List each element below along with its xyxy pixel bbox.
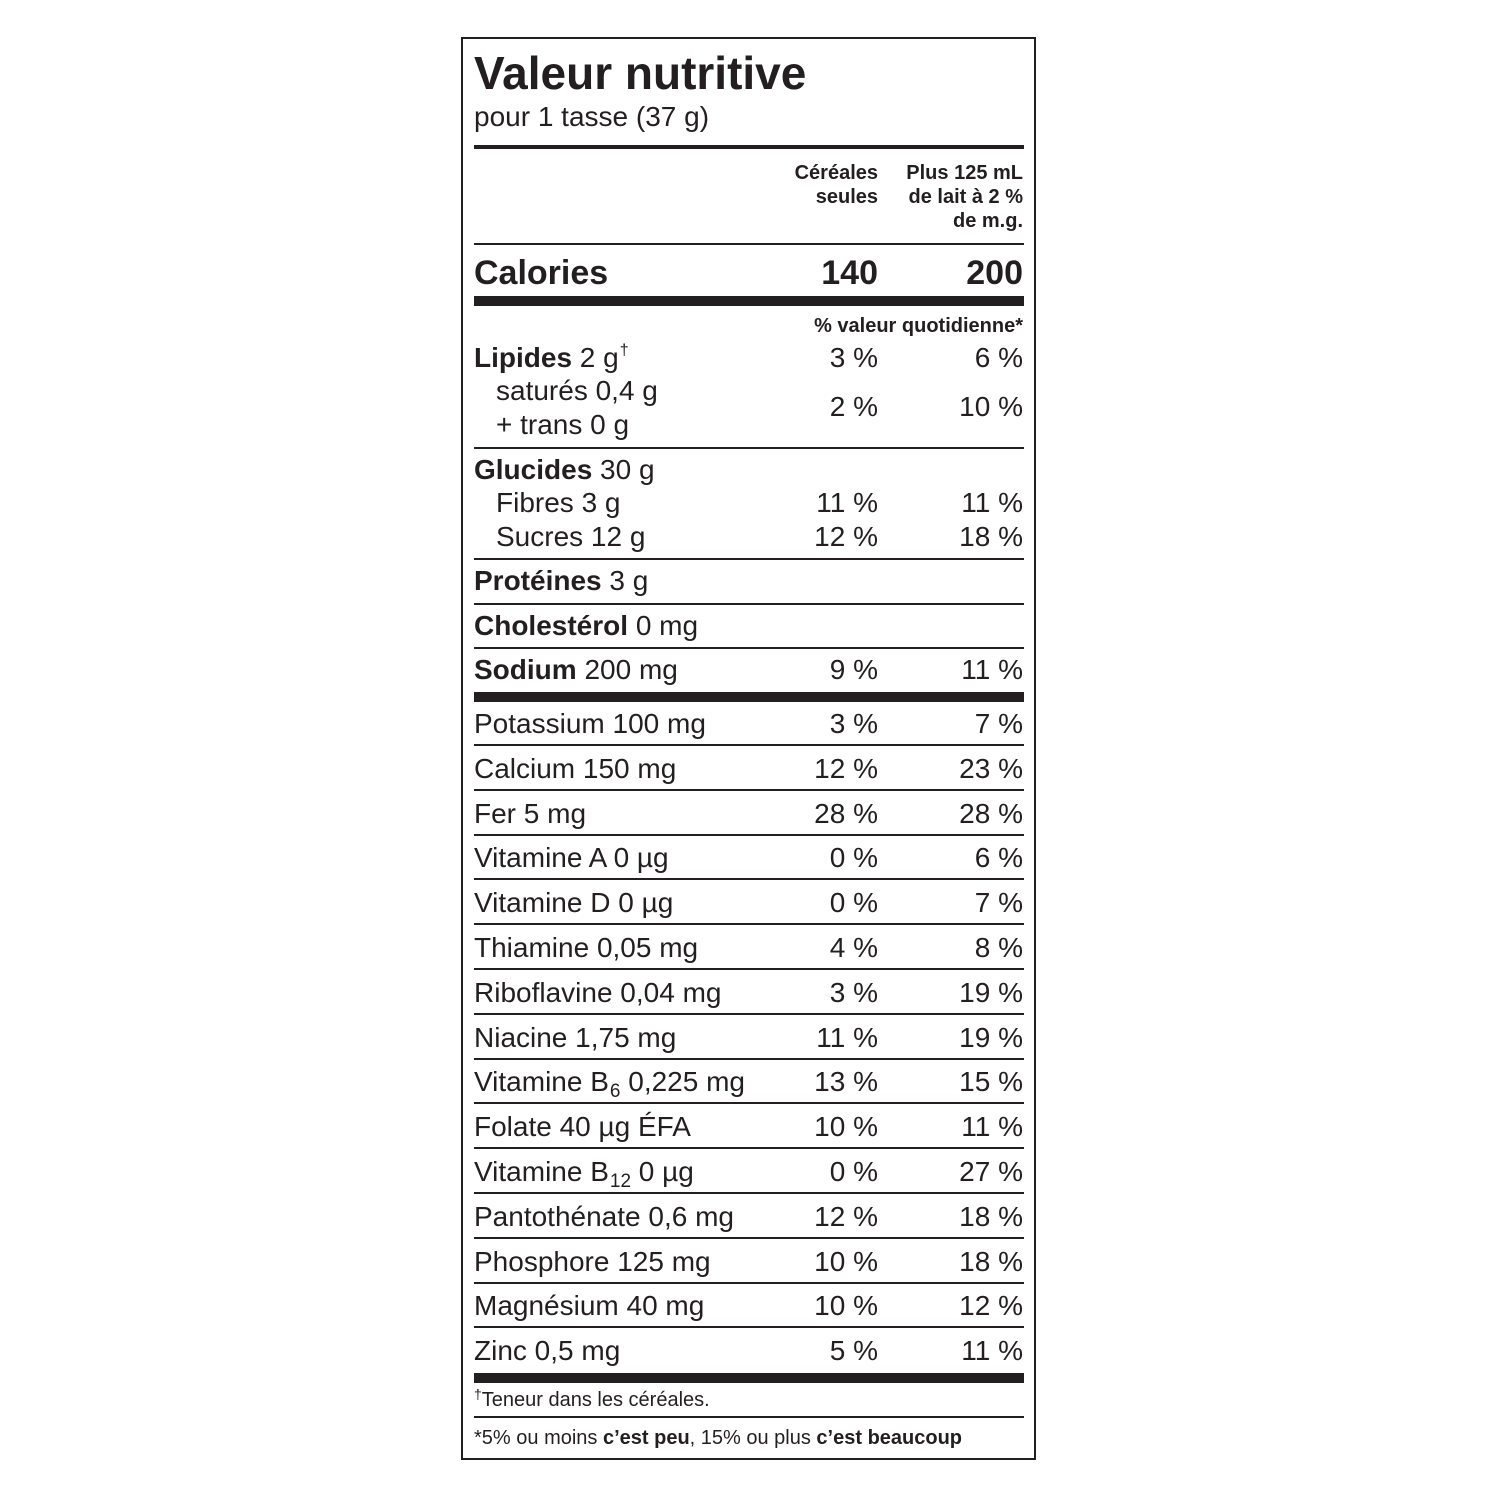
- nutrient-sugars-dv-milk: 18 %: [959, 521, 1023, 552]
- nutrient-fat: [474, 344, 629, 372]
- nutrient-cholesterol-name: Cholestérol: [474, 610, 629, 641]
- micronutrient-name: Riboflavine 0,04 mg: [474, 976, 722, 1008]
- row-divider: [474, 1102, 1024, 1104]
- nutrient-fibre: Fibres 3 g: [496, 487, 621, 518]
- micronutrient-label: [474, 1245, 711, 1277]
- micronutrient-label: [474, 1156, 694, 1192]
- footnote-dagger-mark: †: [474, 1386, 482, 1402]
- micronutrient-dv-cereal: 10 %: [814, 1290, 878, 1322]
- micronutrient-dv-cereal: 0 %: [829, 842, 878, 874]
- footnote-dagger-text: Teneur dans les céréales.: [481, 1389, 710, 1411]
- row-divider: [474, 1058, 1024, 1060]
- micronutrient-label: [474, 844, 669, 872]
- micronutrient-dv-cereal: 3 %: [829, 976, 878, 1008]
- nutrient-cholesterol-amount: 0 mg: [635, 610, 699, 641]
- nutrient-trans-fat: + trans 0 g: [496, 409, 630, 440]
- footnote-text-b: c’est peu: [602, 1427, 690, 1449]
- micronutrient-label: [474, 752, 677, 784]
- micronutrient-dv-milk: 18 %: [959, 1245, 1023, 1277]
- micronutrient-name: Vitamine B: [474, 1066, 609, 1098]
- nutrient-sodium-dv-cereal: 9 %: [829, 654, 878, 685]
- micronutrient-label: [474, 1200, 734, 1232]
- micronutrient-dv-milk: 23 %: [959, 752, 1023, 784]
- nutrient-fat-amount: 2 g: [579, 342, 619, 373]
- micronutrient-dv-cereal: 13 %: [814, 1066, 878, 1098]
- rule-sodium: [474, 692, 1024, 702]
- micronutrient-amount: 0 µg: [631, 1156, 694, 1187]
- micronutrient-name: Potassium 100 mg: [474, 708, 706, 739]
- micronutrient-name: Magnésium 40 mg: [474, 1290, 705, 1322]
- micronutrient-dv-cereal: 4 %: [829, 932, 878, 963]
- row-divider: [474, 1147, 1024, 1149]
- rule-fat: [474, 447, 1024, 449]
- nutrient-fat-dv-milk: 6 %: [974, 342, 1023, 373]
- row-divider: [474, 923, 1024, 925]
- nutrient-protein: [474, 567, 648, 595]
- micronutrient-dv-milk: 18 %: [959, 1200, 1023, 1232]
- nutrient-sugars: Sucres 12 g: [496, 521, 646, 552]
- column-header-cereal-line2: seules: [815, 186, 878, 208]
- micronutrient-name: Calcium 150 mg: [474, 752, 677, 784]
- serving-size: pour 1 tasse (37 g): [474, 101, 710, 132]
- micronutrient-name: Vitamine A 0 µg: [474, 842, 669, 874]
- micronutrient-name: Thiamine 0,05 mg: [474, 932, 699, 963]
- calories-value-cereal: 140: [821, 254, 878, 292]
- rule-footnote: [474, 1416, 1024, 1418]
- micronutrient-label: [474, 1292, 704, 1320]
- micronutrient-dv-cereal: 28 %: [814, 797, 878, 829]
- row-divider: [474, 1326, 1024, 1328]
- nutrient-carbohydrate: [474, 456, 655, 484]
- micronutrient-subscript: 6: [609, 1081, 621, 1103]
- rule-micros-end: [474, 1373, 1024, 1383]
- column-header-milk-line1: Plus 125 mL: [906, 162, 1023, 184]
- micronutrient-dv-milk: 12 %: [959, 1290, 1023, 1322]
- footnote-dagger: [474, 1386, 710, 1411]
- row-divider: [474, 744, 1024, 746]
- micronutrient-name: Fer 5 mg: [474, 797, 587, 829]
- micronutrient-dv-cereal: 10 %: [814, 1245, 878, 1277]
- micronutrient-dv-cereal: 12 %: [814, 1200, 878, 1232]
- daily-value-header: % valeur quotidienne*: [814, 315, 1023, 337]
- row-divider: [474, 1013, 1024, 1015]
- nutrient-fat-dv-cereal: 3 %: [829, 342, 878, 373]
- rule-protein: [474, 603, 1024, 605]
- column-header-milk-line3: de m.g.: [952, 210, 1023, 232]
- micronutrient-name: Phosphore 125 mg: [474, 1245, 711, 1277]
- micronutrient-dv-milk: 6 %: [974, 842, 1023, 874]
- row-divider: [474, 968, 1024, 970]
- column-header-milk: [906, 161, 1023, 233]
- rule-carbohydrate: [474, 558, 1024, 560]
- micronutrient-dv-milk: 7 %: [974, 887, 1023, 919]
- nutrient-sodium: [474, 656, 678, 684]
- nutrient-carbohydrate-amount: 30 g: [600, 454, 655, 485]
- micronutrient-dv-milk: 11 %: [961, 1111, 1023, 1143]
- nutrient-sugars-dv-cereal: 12 %: [814, 521, 878, 552]
- nutrient-sodium-dv-milk: 11 %: [961, 654, 1023, 685]
- nutrient-cholesterol: [474, 612, 698, 640]
- column-header-cereal: [795, 161, 878, 209]
- rule-header: [474, 243, 1024, 245]
- micronutrient-dv-cereal: 0 %: [829, 887, 878, 919]
- micronutrient-dv-cereal: 3 %: [829, 708, 878, 739]
- micronutrient-name: Pantothénate 0,6 mg: [474, 1200, 734, 1232]
- micronutrient-label: [474, 889, 673, 917]
- calories-value-milk: 200: [966, 254, 1023, 292]
- micronutrient-dv-milk: 8 %: [974, 932, 1023, 963]
- micronutrient-label: [474, 710, 706, 738]
- nutrient-carbohydrate-name: Glucides: [474, 454, 593, 485]
- micronutrient-name: Zinc 0,5 mg: [474, 1335, 621, 1367]
- micronutrient-dv-milk: 11 %: [961, 1335, 1023, 1367]
- micronutrient-dv-milk: 19 %: [959, 976, 1023, 1008]
- row-divider: [474, 834, 1024, 836]
- nutrient-fibre-dv-cereal: 11 %: [816, 487, 878, 518]
- nutrient-sodium-name: Sodium: [474, 654, 577, 685]
- footnote-text-c: , 15% ou plus: [689, 1427, 817, 1449]
- micronutrient-dv-milk: 27 %: [959, 1156, 1023, 1187]
- micronutrient-label: [474, 797, 587, 829]
- nutrient-fibre-dv-milk: 11 %: [961, 487, 1023, 518]
- rule-cholesterol: [474, 647, 1024, 649]
- row-divider: [474, 878, 1024, 880]
- table-title: Valeur nutritive: [474, 47, 807, 99]
- nutrient-saturated-dv-cereal: 2 %: [829, 391, 878, 422]
- micronutrient-dv-milk: 19 %: [959, 1021, 1023, 1053]
- nutrient-protein-name: Protéines: [474, 565, 602, 596]
- rule-calories: [474, 296, 1024, 306]
- micronutrient-dv-cereal: 12 %: [814, 752, 878, 784]
- row-divider: [474, 1192, 1024, 1194]
- footnote-daily-value: [474, 1428, 962, 1448]
- micronutrient-dv-milk: 28 %: [959, 797, 1023, 829]
- footnote-text-a: 5% ou moins: [481, 1427, 603, 1449]
- nutrient-sodium-amount: 200 mg: [584, 654, 678, 685]
- nutrient-fat-name: Lipides: [474, 342, 573, 373]
- column-header-cereal-line1: Céréales: [794, 162, 878, 184]
- micronutrient-dv-cereal: 11 %: [816, 1021, 878, 1053]
- micronutrient-name: Folate 40 µg ÉFA: [474, 1111, 691, 1143]
- rule-title: [474, 145, 1024, 149]
- micronutrient-label: [474, 1113, 691, 1141]
- micronutrient-label: [474, 1066, 745, 1103]
- dagger-mark: †: [619, 342, 629, 359]
- footnote-star: *: [474, 1427, 482, 1449]
- micronutrient-label: [474, 934, 698, 962]
- micronutrient-amount: 0,225 mg: [620, 1066, 745, 1098]
- micronutrient-name: Vitamine D 0 µg: [474, 887, 674, 919]
- micronutrient-dv-cereal: 10 %: [814, 1111, 878, 1143]
- micronutrient-dv-cereal: 0 %: [829, 1156, 878, 1187]
- micronutrient-name: Niacine 1,75 mg: [474, 1021, 677, 1053]
- micronutrient-label: [474, 1021, 677, 1053]
- micronutrient-dv-milk: 7 %: [974, 708, 1023, 739]
- nutrient-saturated-fat: saturés 0,4 g: [496, 375, 658, 406]
- micronutrient-label: [474, 1337, 620, 1365]
- nutrient-protein-amount: 3 g: [609, 565, 649, 596]
- row-divider: [474, 789, 1024, 791]
- row-divider: [474, 1282, 1024, 1284]
- column-header-milk-line2: de lait à 2 %: [908, 186, 1023, 208]
- nutrient-saturated-dv-milk: 10 %: [959, 391, 1023, 422]
- footnote-text-d: c’est beaucoup: [816, 1427, 963, 1449]
- micronutrient-dv-cereal: 5 %: [829, 1335, 878, 1367]
- micronutrient-dv-milk: 15 %: [959, 1066, 1023, 1098]
- micronutrient-subscript: 12: [609, 1171, 632, 1192]
- row-divider: [474, 1237, 1024, 1239]
- micronutrient-name: Vitamine B: [474, 1156, 609, 1187]
- micronutrient-label: [474, 976, 722, 1008]
- calories-label: Calories: [474, 254, 609, 292]
